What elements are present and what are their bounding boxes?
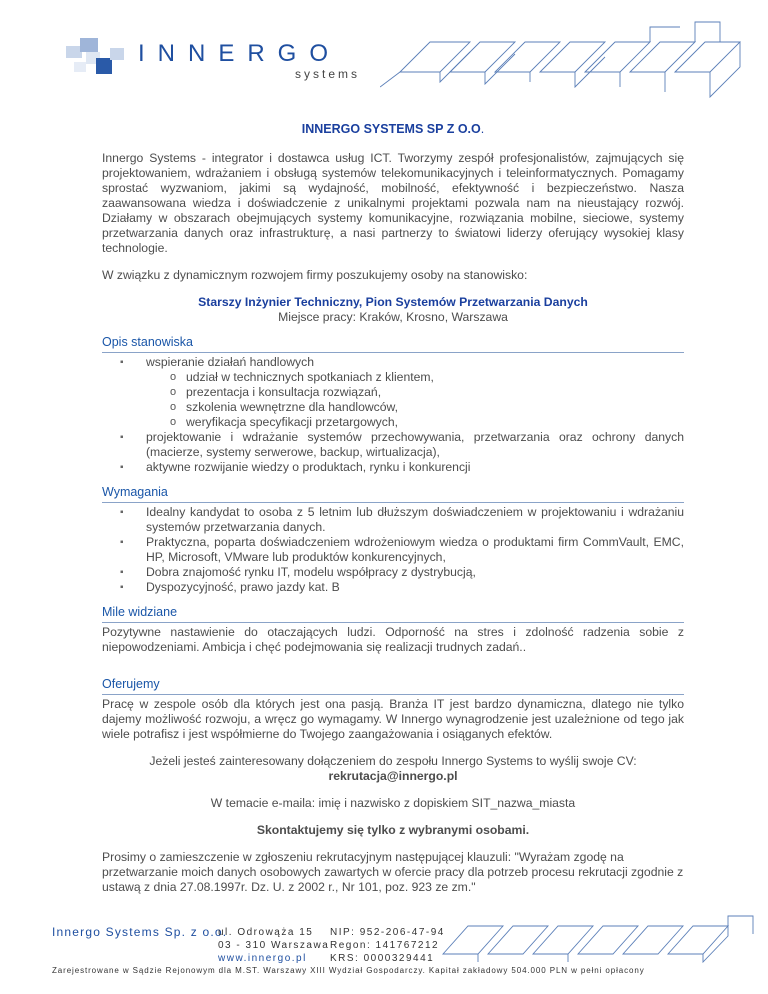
list-item: ▪ Dyspozycyjność, prawo jazdy kat. B bbox=[102, 580, 684, 595]
mile-paragraph: Pozytywne nastawienie do otaczających ludzi. Odporność na stres i zdolność radzenia sobie z niepowodzeniami. Ambicja i chęć podejmowania się realizacji trudnych zadań.. bbox=[102, 625, 684, 654]
footer-city: 03 - 310 Warszawa bbox=[218, 940, 330, 951]
oferujemy-paragraph: Pracę w zespole osób dla których jest ona pasją. Branża IT jest bardzo dynamiczna, dlatego nie tylko dajemy możliwość rozwoju, a wręcz go wymagamy. W Innergo wynagrodzenie jest uzależnione od tego jak wiele potrafisz i jest współmierne do Twojego zaangażowania i osiąganych efektów. bbox=[102, 697, 684, 741]
intro-paragraph: Innergo Systems - integrator i dostawca usług ICT. Tworzymy zespół profesjonalistów, zajmujących się projektowaniem, wdrażaniem i obsługą systemów telekomunikacyjnych i teleinformatycznych. Pomagamy sprostać wyzwaniom, jakimi są wydajność, mobilność, efektywność i bezpieczeństwo. Nasza zaawansowana wiedza i doświadczenie z unikalnymi projektami pozwala nam na nieustający rozwój. Działamy w obszarach obejmujących systemy komunikacyjne, rozwiązania mobilne, sieciowe, systemy przetwarzania danych oraz infrastrukturę, a nasi partnerzy to światowi liderzy oferujący wysokiej klasy technologie. bbox=[102, 151, 684, 255]
document-body bbox=[102, 116, 684, 895]
list-item: o weryfikacja specyfikacji przetargowych, bbox=[146, 415, 684, 430]
section-heading-opis: Opis stanowiska bbox=[102, 335, 684, 353]
footer-company: Innergo Systems Sp. z o.o. bbox=[52, 925, 228, 939]
job-location: Miejsce pracy: Kraków, Krosno, Warszawa bbox=[278, 310, 508, 324]
search-intro: W związku z dynamicznym rozwojem firmy poszukujemy osoby na stanowisko: bbox=[102, 268, 528, 282]
list-item: o udział w technicznych spotkaniach z klientem, bbox=[146, 370, 684, 385]
brand-name: INNERGO bbox=[138, 40, 342, 67]
gdpr-clause: Prosimy o zamieszczenie w zgłoszeniu rekrutacyjnym następującej klauzuli: "Wyrażam zgodę na przetwarzanie moich danych osobowych zawartych w ofercie pracy dla potrzeb procesu rekrutacji zgodnie z ustawą z dnia 27.08.1997r. Dz. U. z 2002 r., Nr 101, poz. 923 ze zm." bbox=[102, 850, 684, 894]
footer-website-link[interactable]: www.innergo.pl bbox=[218, 953, 307, 964]
innergo-logo-icon bbox=[66, 38, 132, 80]
company-title bbox=[102, 122, 684, 137]
wymagania-list bbox=[102, 505, 684, 595]
opis-sublist bbox=[146, 370, 684, 430]
contact-note: Skontaktujemy się tylko z wybranymi osobami. bbox=[256, 823, 530, 837]
list-item bbox=[102, 355, 684, 430]
footer-regon: Regon: 141767212 bbox=[330, 940, 440, 951]
list-item: ▪ aktywne rozwijanie wiedzy o produktach, rynku i konkurencji bbox=[102, 460, 684, 475]
apply-text: Jeżeli jesteś zainteresowany dołączeniem do zespołu Innergo Systems to wyślij swoje CV: bbox=[149, 754, 637, 768]
footer-registration-note: Zarejestrowane w Sądzie Rejonowym dla M.ST. Warszawy XIII Wydział Gospodarczy. Kapitał zakładowy 504.000 PLN w pełni opłacony bbox=[52, 966, 645, 975]
list-item: ▪ Praktyczna, poparta doświadczeniem wdrożeniowym wiedza o produktami firm CommVault, EMC, HP, Microsoft, VMware lub produktów konkurencyjnych, bbox=[102, 535, 684, 565]
decorative-lines-bottom bbox=[438, 914, 768, 964]
list-item: o szkolenia wewnętrzne dla handlowców, bbox=[146, 400, 684, 415]
footer-street: ul. Odrowąża 15 bbox=[218, 927, 314, 938]
section-heading-oferujemy: Oferujemy bbox=[102, 677, 684, 695]
email-link[interactable]: rekrutacja@innergo.pl bbox=[328, 769, 458, 783]
company-title-text: INNERGO SYSTEMS SP Z O.O bbox=[301, 122, 481, 136]
footer-registry bbox=[330, 926, 445, 965]
footer-krs: KRS: 0000329441 bbox=[330, 953, 435, 964]
company-title-dot: . bbox=[480, 122, 485, 136]
section-heading-wymagania: Wymagania bbox=[102, 485, 684, 503]
section-heading-mile: Mile widziane bbox=[102, 605, 684, 623]
opis-list bbox=[102, 355, 684, 475]
decorative-lines-top bbox=[380, 12, 760, 102]
brand-subtitle: systems bbox=[295, 67, 361, 81]
list-item: ▪ Dobra znajomość rynku IT, modelu współpracy z dystrybucją, bbox=[102, 565, 684, 580]
footer-address bbox=[218, 926, 329, 965]
list-item-text: wspieranie działań handlowych bbox=[146, 355, 315, 369]
list-item: o prezentacja i konsultacja rozwiązań, bbox=[146, 385, 684, 400]
subject-note: W temacie e-maila: imię i nazwisko z dopiskiem SIT_nazwa_miasta bbox=[210, 796, 576, 810]
footer-nip: NIP: 952-206-47-94 bbox=[330, 927, 445, 938]
list-item: ▪ Idealny kandydat to osoba z 5 letnim lub dłuższym doświadczeniem w projektowaniu i wdrażaniu systemów przetwarzania danych. bbox=[102, 505, 684, 535]
job-title: Starszy Inżynier Techniczny, Pion Systemów Przetwarzania Danych bbox=[198, 295, 588, 309]
list-item: ▪ projektowanie i wdrażanie systemów przechowywania, przetwarzania oraz ochrony danych (macierze, systemy serwerowe, backup, wirtualizacja), bbox=[102, 430, 684, 460]
